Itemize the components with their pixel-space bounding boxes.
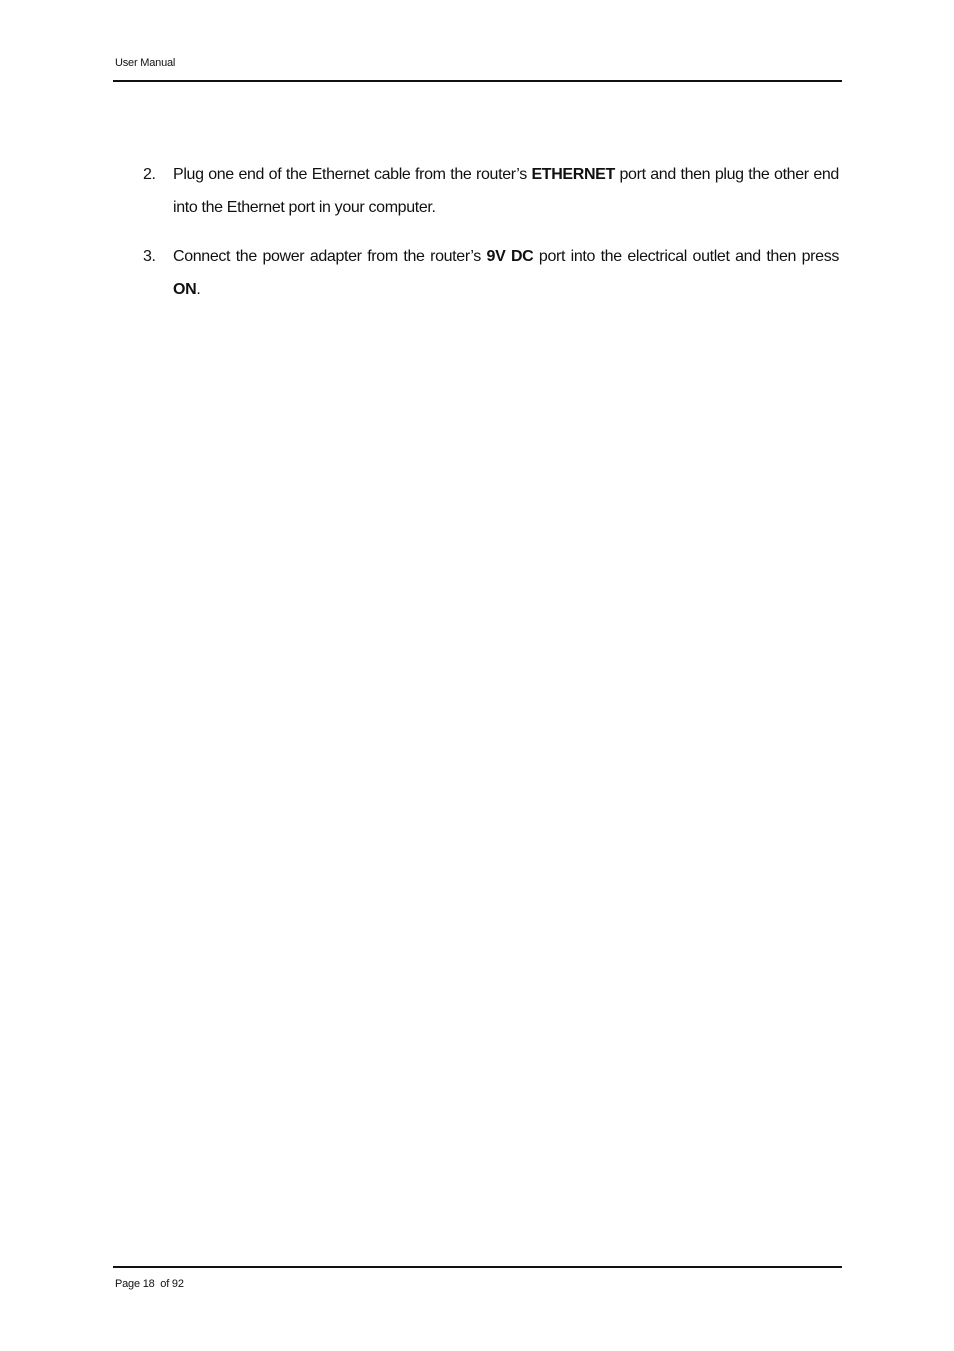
- page-number: Page 18 of 92: [115, 1278, 184, 1290]
- header-divider: [113, 80, 842, 82]
- footer-divider: [113, 1266, 842, 1268]
- page-header: User Manual: [115, 57, 176, 69]
- step-number: 3.: [143, 248, 156, 265]
- step-number: 2.: [143, 166, 156, 183]
- step-text: .: [196, 281, 201, 298]
- step-text: Plug one end of the Ethernet cable from the router’s: [173, 166, 532, 183]
- power-on-label: ON: [173, 281, 197, 298]
- list-item-step-2: [143, 158, 839, 224]
- list-item-step-3: [143, 240, 839, 306]
- power-port-label: 9V DC: [486, 248, 534, 265]
- step-text: Connect the power adapter from the router’s: [173, 248, 487, 265]
- step-text: port into the electrical outlet and then press: [533, 248, 839, 265]
- step-text: port and then plug the other end into the Ethernet port in your computer.: [173, 166, 839, 216]
- instruction-list: [143, 158, 839, 322]
- ethernet-port-label: ETHERNET: [531, 166, 615, 183]
